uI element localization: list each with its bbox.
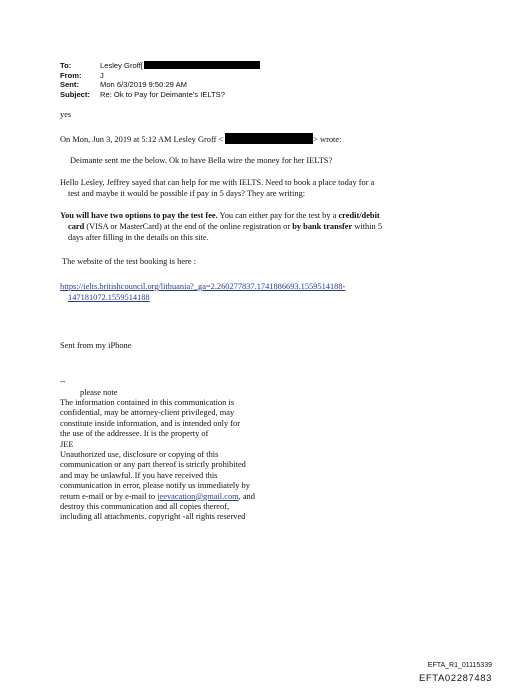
disclaimer bbox=[60, 398, 255, 523]
hello-line-1: Hello Lesley, Jeffrey sayed that can help for me with IELTS. Need to book a place today for a bbox=[60, 178, 375, 187]
email-link[interactable]: jeevacation@gmail.com bbox=[157, 491, 239, 501]
signature: Sent from my iPhone bbox=[60, 341, 132, 350]
options-text-3: within 5 bbox=[352, 222, 383, 231]
subject-label: Subject: bbox=[60, 89, 90, 99]
options-line-2 bbox=[68, 222, 382, 232]
disclaimer-line: The information contained in this communication is bbox=[60, 398, 234, 407]
booking-link[interactable] bbox=[60, 282, 345, 292]
to-value: Lesley Groff[ bbox=[100, 61, 143, 70]
header-from-row bbox=[60, 71, 260, 81]
hello-line-2: test and maybe it would be possible if pay in 5 days? They are writing: bbox=[68, 189, 306, 198]
options-bold-4: by bank transfer bbox=[292, 222, 353, 231]
sent-label: Sent: bbox=[60, 80, 79, 90]
disclaimer-line: communication in error, please notify us immediately by bbox=[60, 481, 250, 491]
disclaimer-line: JEE bbox=[60, 439, 74, 449]
sent-value: Mon 6/3/2019 9:50:29 AM bbox=[100, 80, 187, 90]
email-line-start: return e-mail or by e-mail to bbox=[60, 491, 158, 501]
booking-link-cont[interactable] bbox=[68, 293, 150, 303]
options-bold-1: You will have two options to pay the test fee. bbox=[60, 211, 218, 220]
quote-intro-start: On Mon, Jun 3, 2019 at 5:12 AM Lesley Groff < bbox=[60, 135, 224, 144]
disclaimer-line: and may be unlawful. If you have received this bbox=[60, 470, 218, 480]
options-line-3: days after filling in the details on this site. bbox=[68, 233, 209, 242]
redaction-bar bbox=[144, 61, 260, 69]
options-bold-3: card bbox=[68, 222, 85, 231]
from-label: From: bbox=[60, 70, 82, 80]
separator-dashes: -- bbox=[60, 377, 66, 386]
booking-link-line-1: https://ielts.britishcouncil.org/lithuania?_ga=2.260277837.1741886693.1559514188- bbox=[60, 282, 346, 291]
from-value: J bbox=[100, 70, 104, 80]
options-text-2: (VISA or MasterCard) at the end of the online registration or bbox=[84, 222, 293, 231]
note-title: please note bbox=[80, 388, 118, 397]
bates-number-small: EFTA_R1_01115339 bbox=[427, 662, 492, 669]
disclaimer-line: constitute inside information, and is intended only for bbox=[60, 418, 241, 428]
email-header bbox=[60, 61, 260, 99]
bates-number: EFTA02287483 bbox=[418, 673, 492, 684]
subject-value: Re: Ok to Pay for Deimante's IELTS? bbox=[100, 89, 225, 99]
disclaimer-line: confidential, may be attorney-client privileged, may bbox=[60, 408, 235, 418]
disclaimer-email-line bbox=[60, 492, 255, 502]
forward-line: Deimante sent me the below. Ok to have Bella wire the money for her IELTS? bbox=[70, 156, 333, 165]
redaction-bar bbox=[225, 133, 313, 144]
header-sent-row bbox=[60, 80, 260, 90]
reply-text: yes bbox=[60, 110, 72, 119]
booking-link-line-2: 147181072.1559514188 bbox=[68, 293, 150, 302]
disclaimer-line: Unauthorized use, disclosure or copying of this bbox=[60, 450, 219, 460]
to-label: To: bbox=[60, 61, 72, 70]
options-bold-2: credit/debit bbox=[338, 211, 380, 220]
disclaimer-line: including all attachments. copyright -all rights reserved bbox=[60, 512, 246, 522]
email-line-end: , and bbox=[238, 491, 255, 501]
disclaimer-line: communication or any part thereof is strictly prohibited bbox=[60, 460, 246, 470]
disclaimer-line: destroy this communication and all copies thereof, bbox=[60, 502, 230, 512]
header-to-row bbox=[60, 61, 260, 71]
quote-intro bbox=[60, 133, 341, 145]
disclaimer-line: the use of the addressee. It is the property of bbox=[60, 429, 209, 439]
header-subject-row bbox=[60, 90, 260, 100]
website-line: The website of the test booking is here : bbox=[62, 257, 196, 266]
options-text-1: You can either pay for the test by a bbox=[217, 211, 339, 220]
options-line-1 bbox=[60, 211, 380, 221]
quote-intro-end: > wrote: bbox=[313, 135, 342, 144]
